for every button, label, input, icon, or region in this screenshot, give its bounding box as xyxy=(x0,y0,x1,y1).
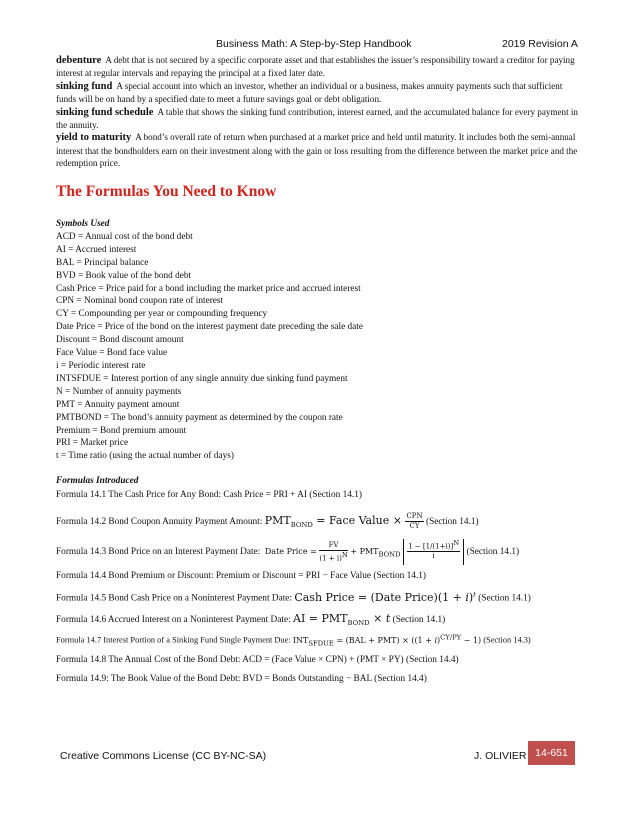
symbol-item: BVD = Book value of the bond debt xyxy=(56,270,192,281)
definition-item xyxy=(56,54,578,80)
footer-author: J. OLIVIER xyxy=(474,750,527,762)
page-number: 14-651 xyxy=(528,741,575,765)
definition-item xyxy=(56,106,578,132)
symbol-item: Cash Price = Price paid for a bond including the market price and accrued interest xyxy=(56,283,361,294)
definition-text: A table that shows the sinking fund contribution, interest earned, and the accumulated balance for every payment in the annuity. xyxy=(56,106,578,131)
definition-text: A special account into which an investor, whether an individual or a business, makes annuity payments such that sufficient funds will be on hand by a specified date to meet a future savings goal or debt obligation. xyxy=(56,80,563,105)
formula-section: (Section 14.1) xyxy=(466,547,520,557)
symbols-list xyxy=(56,218,576,463)
formula-section: (Section 14.3) xyxy=(483,635,531,645)
formula-expression: $INT_{SFDUE} = (BAL + PMT) \times ((1 + i)^{CY/PY} - 1)$ xyxy=(292,633,482,648)
formula-14-2 xyxy=(56,512,479,530)
definition-item xyxy=(56,80,578,106)
formula-14-7 xyxy=(56,633,531,647)
definitions-list xyxy=(56,54,578,170)
symbols-heading: Symbols Used xyxy=(56,219,110,229)
symbol-item: Premium = Bond premium amount xyxy=(56,425,187,436)
symbol-item: AI = Accrued interest xyxy=(56,244,137,255)
definition-item xyxy=(56,131,578,169)
symbol-item: PMTBOND = The bond’s annuity payment as determined by the coupon rate xyxy=(56,412,343,423)
formula-section: (Section 14.1) xyxy=(478,593,531,604)
formula-expression: $PMT_{BOND}$ = Face Value × $\frac{\text{CPN}}{CY}$ xyxy=(264,512,423,530)
formula-label: Formula 14.7 Interest Portion of a Sinking Fund Single Payment Due: xyxy=(56,635,291,645)
formulas-heading: Formulas Introduced xyxy=(56,476,139,486)
formula-14-9: Formula 14.9: The Book Value of the Bond Debt: BVD = Bonds Outstanding − BAL (Section 14.4) xyxy=(56,674,427,684)
definition-text: A bond’s overall rate of return when purchased at a market price and held until maturity. It includes both the semi-annual interest that the bondholders earn on their investment along with the gain or loss resulting from the difference between the market price and the redemption price. xyxy=(56,132,578,169)
formula-label: Formula 14.3 Bond Price on an Interest Payment Date: xyxy=(56,547,261,557)
formula-section: (Section 14.1) xyxy=(425,517,479,527)
formula-14-6 xyxy=(56,612,445,627)
symbol-item: INTSFDUE = Interest portion of any single annuity due sinking fund payment xyxy=(56,373,348,384)
formula-14-4: Formula 14.4 Bond Premium or Discount: Premium or Discount = PRI − Face Value (Section 14.1) xyxy=(56,571,427,581)
symbol-item: Face Value = Bond face value xyxy=(56,348,168,359)
symbol-item: Discount = Bond discount amount xyxy=(56,335,184,346)
formula-label: Formula 14.6 Accrued Interest on a Noninterest Payment Date: xyxy=(56,615,291,625)
definition-term: sinking fund xyxy=(56,80,113,92)
formula-label: Formula 14.2 Bond Coupon Annuity Payment Amount: xyxy=(56,517,263,527)
section-title: The Formulas You Need to Know xyxy=(56,183,277,200)
formula-label: Formula 14.5 Bond Cash Price on a Noninterest Payment Date: xyxy=(56,593,292,604)
symbol-item: CPN = Nominal bond coupon rate of interest xyxy=(56,296,224,307)
definition-text: A debt that is not secured by a specific corporate asset and that establishes the issuer’s responsibility toward a creditor for paying interest at regular intervals and repaying the principal at a fixed later date. xyxy=(56,55,575,79)
definition-term: yield to maturity xyxy=(56,132,132,144)
running-header-title: Business Math: A Step-by-Step Handbook xyxy=(216,38,412,50)
symbol-item: t = Time ratio (using the actual number of days) xyxy=(56,451,234,462)
symbol-item: BAL = Principal balance xyxy=(56,257,149,268)
symbol-item: ACD = Annual cost of the bond debt xyxy=(56,231,193,242)
symbol-item: PMT = Annuity payment amount xyxy=(56,399,180,410)
running-header-revision: 2019 Revision A xyxy=(502,38,578,50)
symbol-item: i = Periodic interest rate xyxy=(56,360,146,371)
formula-14-3 xyxy=(56,539,519,565)
symbol-item: CY = Compounding per year or compounding frequency xyxy=(56,309,268,320)
footer-license: Creative Commons License (CC BY-NC-SA) xyxy=(60,750,267,762)
formula-expression: Date Price = $\frac{FV}{(1 + i)^N}$ + $PMT_{BOND}$ $\frac{1 - [1/(1+i)]^N}{i}$ xyxy=(265,547,464,556)
formula-expression: Cash Price = (Date Price)(1 + i)$^t$ xyxy=(294,590,476,604)
formula-14-5 xyxy=(56,590,531,604)
symbol-item: N = Number of annuity payments xyxy=(56,386,182,397)
symbol-item: Date Price = Price of the bond on the interest payment date preceding the sale date xyxy=(56,322,364,333)
formula-14-8: Formula 14.8 The Annual Cost of the Bond Debt: ACD = (Face Value × CPN) + (PMT × PY) (Section 14.4) xyxy=(56,655,459,665)
formula-14-1: Formula 14.1 The Cash Price for Any Bond: Cash Price = PRI + AI (Section 14.1) xyxy=(56,490,362,500)
symbol-item: PRI = Market price xyxy=(56,438,129,449)
definition-term: sinking fund schedule xyxy=(56,106,154,118)
formula-expression: AI = $PMT_{BOND} \times t$ xyxy=(293,612,391,628)
definition-term: debenture xyxy=(56,55,102,66)
formula-section: (Section 14.1) xyxy=(392,615,446,625)
